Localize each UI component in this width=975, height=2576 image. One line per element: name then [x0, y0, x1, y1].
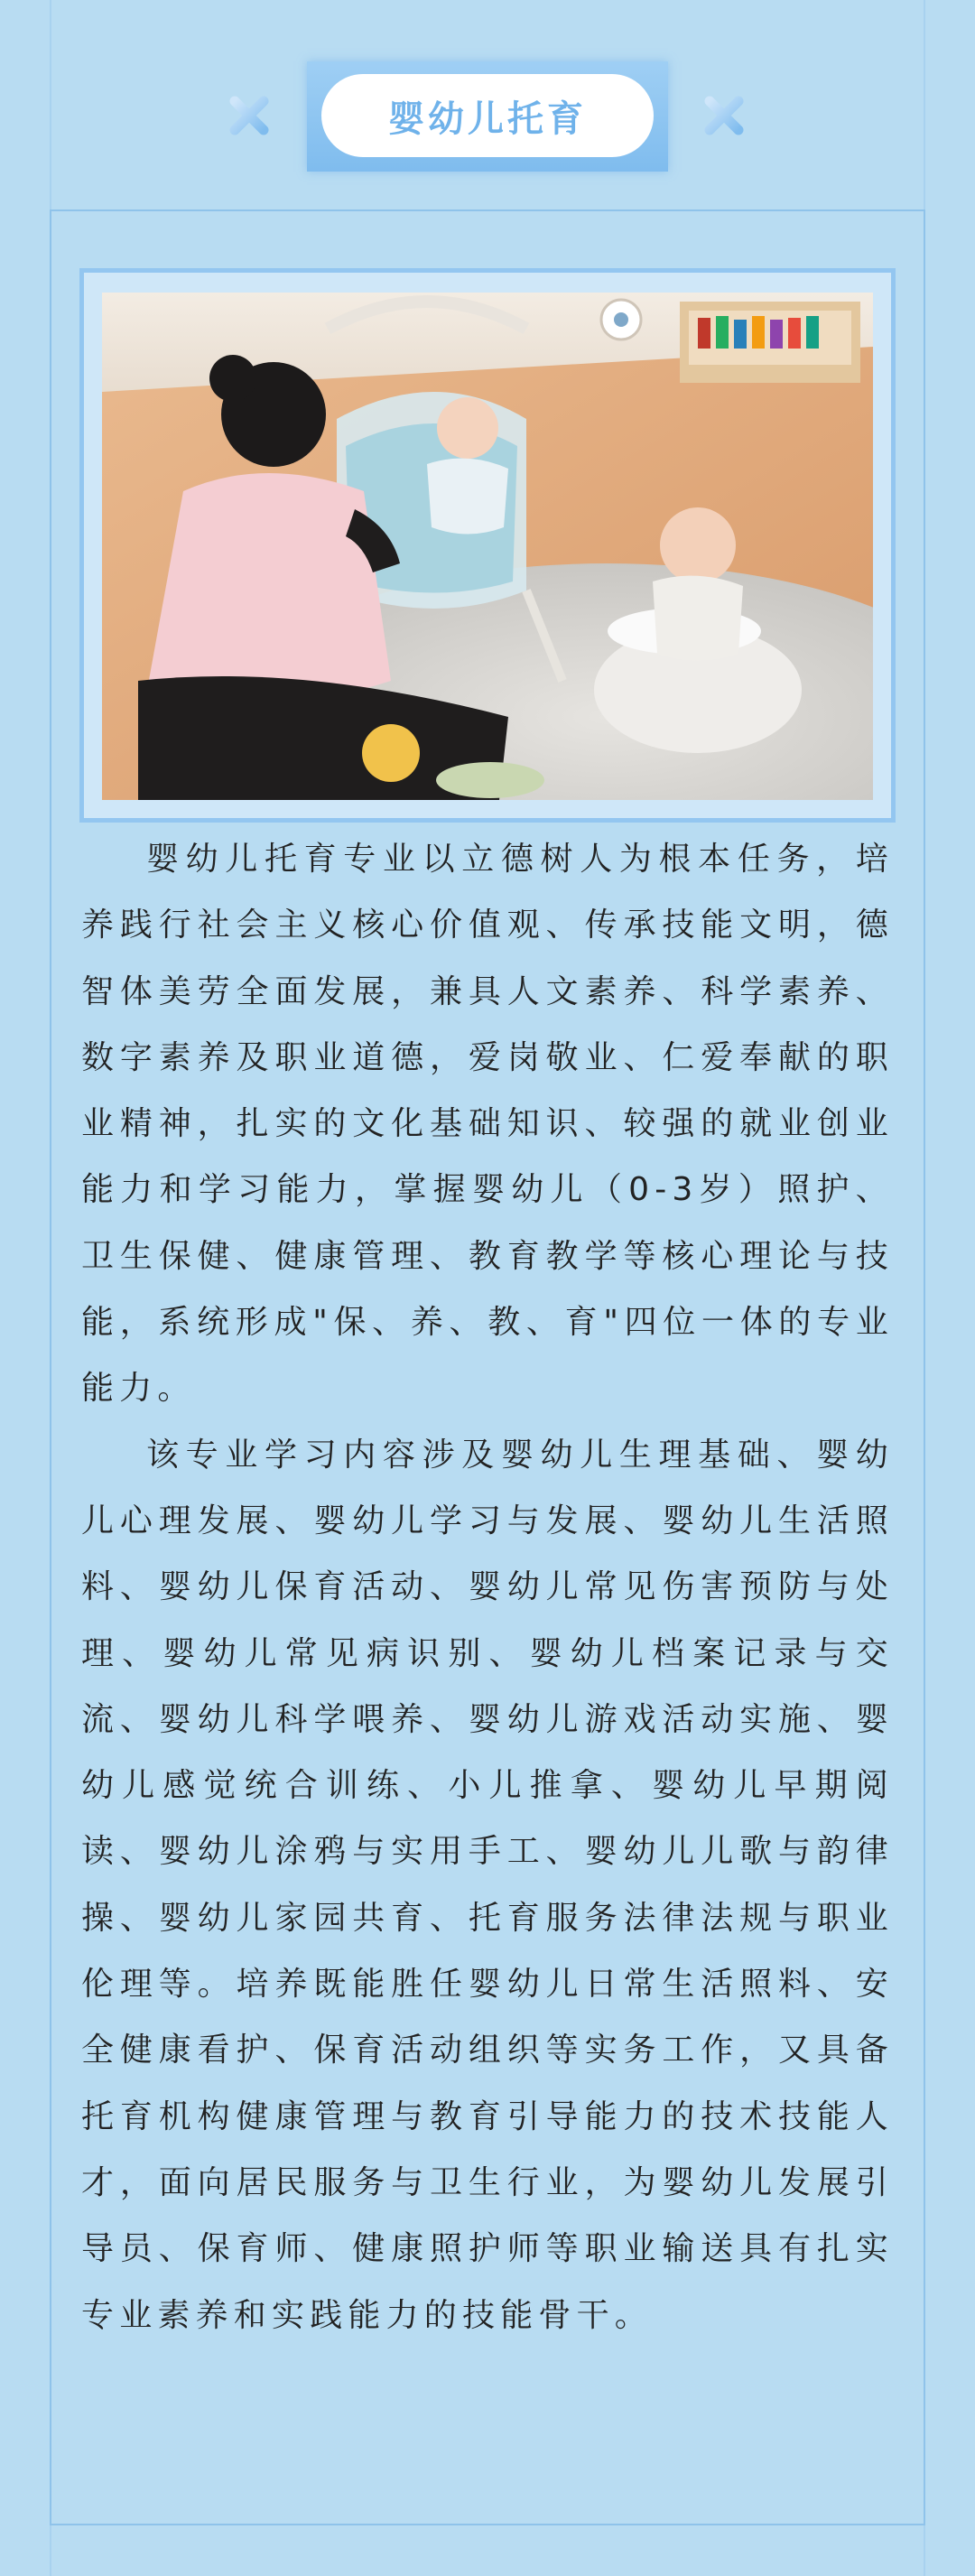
decorative-cross-icon: [228, 94, 271, 137]
decorative-cross-icon: [702, 94, 746, 137]
photo-illustration: [102, 293, 873, 800]
caregiver-with-babies-photo: [102, 293, 873, 800]
article-body: [81, 826, 894, 2348]
paragraph: 婴幼儿托育专业以立德树人为根本任务，培养践行社会主义核心价值观、传承技能文明，德智体美劳全面发展，兼具人文素养、科学素养、数字素养及职业道德，爱岗敬业、仁爱奉献的职业精神，扎实的文化基础知识、较强的就业创业能力和学习能力，掌握婴幼儿（0-3岁）照护、卫生保健、健康管理、教育教学等核心理论与技能，系统形成"保、养、教、育"四位一体的专业能力。: [81, 841, 894, 1408]
paragraph: 该专业学习内容涉及婴幼儿生理基础、婴幼儿心理发展、婴幼儿学习与发展、婴幼儿生活照料、婴幼儿保育活动、婴幼儿常见伤害预防与处理、婴幼儿常见病识别、婴幼儿档案记录与交流、婴幼儿科学喂养、婴幼儿游戏活动实施、婴幼儿感觉统合训练、小儿推拿、婴幼儿早期阅读、婴幼儿涂鸦与实用手工、婴幼儿儿歌与韵律操、婴幼儿家园共育、托育服务法律法规与职业伦理等。培养既能胜任婴幼儿日常生活照料、安全健康看护、保育活动组织等实务工作，又具备托育机构健康管理与教育引导能力的技术技能人才，面向居民服务与卫生行业，为婴幼儿发展引导员、保育师、健康照护师等职业输送具有扎实专业素养和实践能力的技能骨干。: [81, 1436, 894, 2334]
page-title: 婴幼儿托育: [321, 74, 654, 157]
bottom-rails: [50, 2525, 925, 2576]
